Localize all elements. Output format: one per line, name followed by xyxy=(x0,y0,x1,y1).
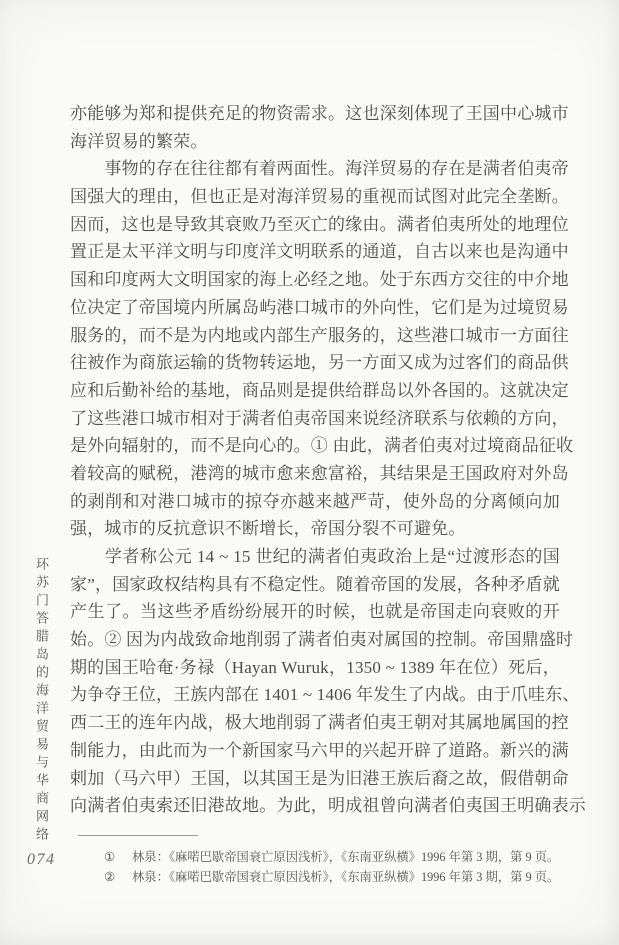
body-line: 学者称公元 14 ~ 15 世纪的满者伯夷政治上是“过渡形态的国 xyxy=(70,547,560,566)
body-line: 强，城市的反抗意识不断增长，帝国分裂不可避免。 xyxy=(70,519,466,539)
body-line: 亦能够为郑和提供充足的物资需求。这也深刻体现了王国中心城市 xyxy=(70,104,569,123)
body-line: 剌加（马六甲）王国，以其国王是为旧港王族后裔之故，假借朝命 xyxy=(70,768,569,788)
body-line: 的剥削和对港口城市的掠夺亦越来越严苛，使外岛的分离倾向加 xyxy=(70,491,560,511)
footnotes-block xyxy=(104,847,582,887)
footnote-2 xyxy=(104,867,582,887)
body-line: 向满者伯夷索还旧港故地。为此，明成祖曾向满者伯夷国王明确表示 xyxy=(70,796,586,816)
footnote-separator xyxy=(78,835,198,836)
body-line: 为争夺王位，王族内部在 1401 ~ 1406 年发生了内战。由于爪哇东、 xyxy=(70,685,580,705)
vertical-book-title: 环苏门答腊岛的海洋贸易与华商网络 xyxy=(34,557,49,845)
body-line: 往被作为商旅运输的货物转运地，另一方面又成为过客们的商品供 xyxy=(70,353,569,373)
footnote-1-text: 林泉：《麻喏巴歇帝国衰亡原因浅析》，《东南亚纵横》1996 年第 3 期，第 9 页。 xyxy=(132,850,560,864)
page-number: 074 xyxy=(27,851,56,868)
body-line: 了这些港口城市相对于满者伯夷帝国来说经济联系与依赖的方向， xyxy=(70,408,569,428)
footnote-2-marker: ② xyxy=(104,870,116,884)
main-text-block xyxy=(70,100,586,820)
body-line: 置正是太平洋文明与印度洋文明联系的通道，自古以来也是沟通中 xyxy=(70,242,569,262)
body-line: 着较高的赋税，港湾的城市愈来愈富裕，其结果是王国政府对外岛 xyxy=(70,463,569,483)
body-line: 服务的，而不是为内地或内部生产服务的，这些港口城市一方面往 xyxy=(70,325,569,345)
body-line: 国强大的理由，但也正是对海洋贸易的重视而试图对此完全垄断。 xyxy=(70,187,569,207)
footnote-2-text: 林泉：《麻喏巴歇帝国衰亡原因浅析》，《东南亚纵横》1996 年第 3 期，第 9 页。 xyxy=(132,870,560,884)
body-line: 海洋贸易的繁荣。 xyxy=(70,131,208,151)
body-line: 始。② 因为内战致命地削弱了满者伯夷对属国的控制。帝国鼎盛时 xyxy=(70,630,574,650)
body-line: 因而，这也是导致其衰败乃至灭亡的缘由。满者伯夷所处的地理位 xyxy=(70,214,569,234)
body-line: 制能力，由此而为一个新国家马六甲的兴起开辟了道路。新兴的满 xyxy=(70,740,569,760)
body-line: 西二王的连年内战，极大地削弱了满者伯夷王朝对其属地属国的控 xyxy=(70,713,569,733)
body-line: 国和印度两大文明国家的海上必经之地。处于东西方交往的中介地 xyxy=(70,270,569,290)
body-line: 是外向辐射的，而不是向心的。① 由此，满者伯夷对过境商品征收 xyxy=(70,436,574,456)
body-line: 位决定了帝国境内所属岛屿港口城市的外向性，它们是为过境贸易 xyxy=(70,297,569,317)
body-line: 应和后勤补给的基地，商品则是提供给群岛以外各国的。这就决定 xyxy=(70,380,569,400)
footnote-1 xyxy=(104,847,582,867)
body-line: 产生了。当这些矛盾纷纷展开的时候，也就是帝国走向衰败的开 xyxy=(70,602,560,622)
footnote-1-marker: ① xyxy=(104,850,116,864)
body-line: 事物的存在往往都有着两面性。海洋贸易的存在是满者伯夷帝 xyxy=(70,159,569,179)
body-line: 期的国王哈奄·务禄（Hayan Wuruk，1350 ~ 1389 年在位）死后， xyxy=(70,657,560,677)
body-line: 家”，国家政权结构具有不稳定性。随着帝国的发展，各种矛盾就 xyxy=(70,574,560,594)
